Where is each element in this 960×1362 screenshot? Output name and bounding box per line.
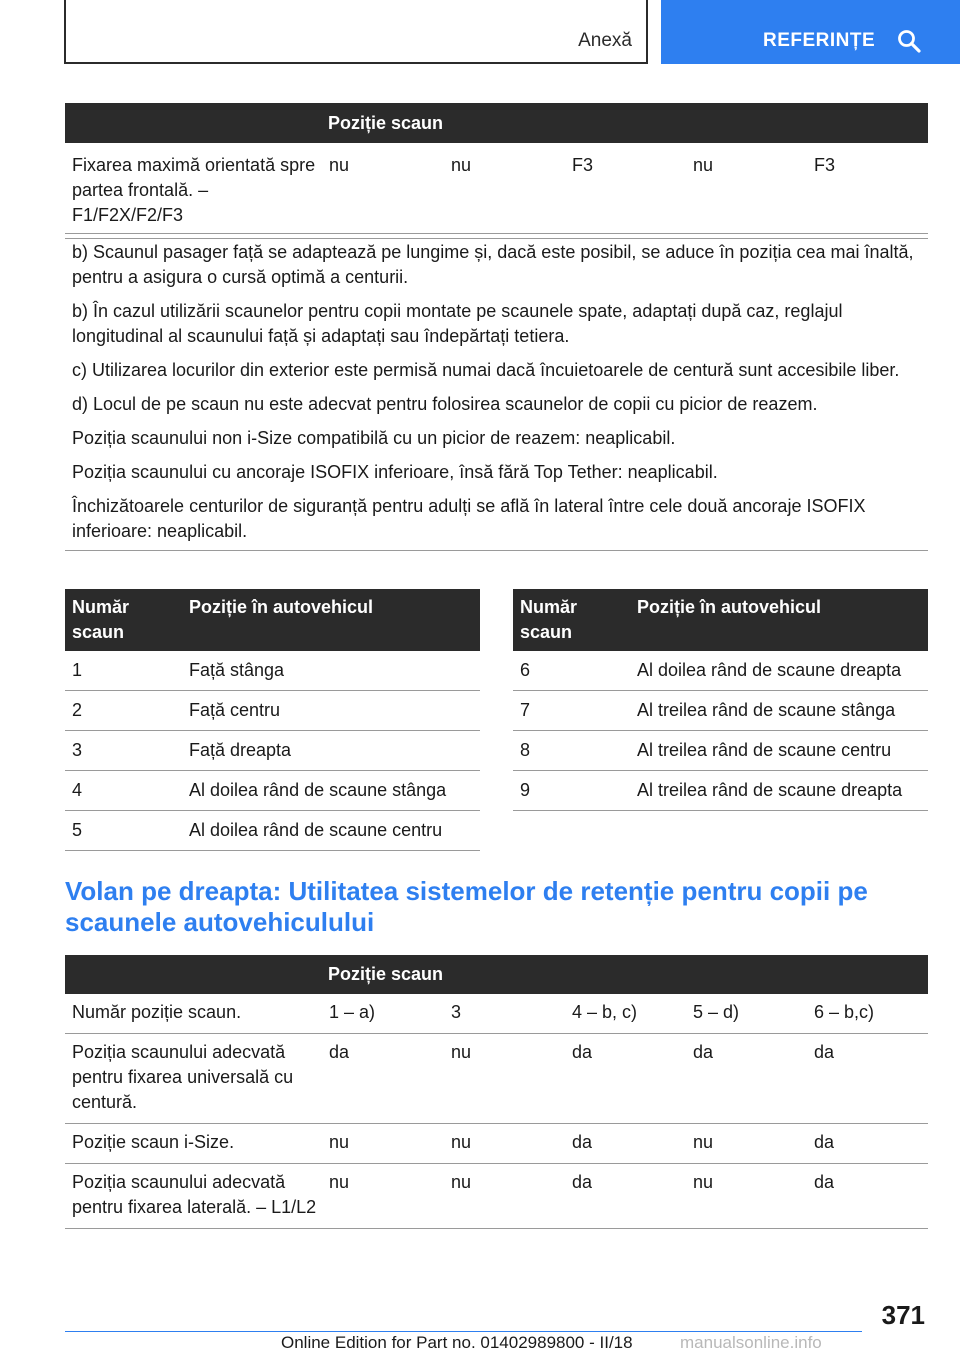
seat-position: Al doilea rând de scaune centru (182, 811, 480, 851)
table-row (65, 994, 928, 1034)
footnote: c) Utilizarea locurilor din exterior este permisă numai dacă încuietoarele de centură sunt accesibile liber. (72, 360, 900, 380)
footer-edition: Online Edition for Part no. 01402989800 - II/18 (281, 1333, 633, 1352)
table-row (513, 651, 928, 691)
footnote: b) Scaunul pasager față se adaptează pe lungime și, dacă este posibil, se aduce în poziția cea mai înaltă, pentru a asigura o cursă optimă a centurii. (72, 242, 914, 287)
table-row (65, 691, 480, 731)
seat-number: 1 (65, 651, 182, 691)
table-row (65, 731, 480, 771)
footnote: Închizătoarele centurilor de siguranță pentru adulți se află în lateral între cele două ancoraje ISOFIX inferioare: neaplicabil. (72, 496, 866, 541)
table-row (65, 811, 480, 851)
table-row (65, 1124, 928, 1164)
seat-number: 8 (513, 731, 630, 771)
table-row (513, 731, 928, 771)
table-cell: 5 – d) (686, 994, 807, 1034)
table-header-row (65, 103, 928, 143)
footnote: b) În cazul utilizării scaunelor pentru copii montate pe scaunele spate, adaptați după caz, reglajul longitudinal al scaunului față și adaptați sau îndepărtați tetiera. (72, 301, 843, 346)
footer-watermark: manualsonline.info (680, 1333, 822, 1352)
table-cell: da (807, 1034, 928, 1124)
seat-position-table-continued (65, 103, 928, 239)
rhd-seat-position-table (65, 955, 928, 1229)
table-footnotes (65, 233, 928, 551)
table-cell: nu (444, 1164, 565, 1229)
seat-number: 5 (65, 811, 182, 851)
table-cell: nu (444, 1034, 565, 1124)
table-row (65, 1034, 928, 1124)
table-header-row (513, 589, 928, 651)
table-row (65, 771, 480, 811)
table-cell: F3 (565, 143, 686, 239)
table-cell: da (686, 1034, 807, 1124)
seat-number: 4 (65, 771, 182, 811)
table-cell: da (807, 1164, 928, 1229)
seat-number-table-left (65, 589, 480, 851)
table-cell: da (807, 1124, 928, 1164)
table-header-row (65, 955, 928, 994)
table-cell: nu (444, 1124, 565, 1164)
col-header-number: Număr scaun (513, 589, 630, 651)
seat-position: Al doilea rând de scaune dreapta (630, 651, 928, 691)
section-title: Volan pe dreapta: Utilitatea sistemelor de retenție pentru copii pe scaunele autovehiculului (65, 876, 868, 937)
row-label: Poziția scaunului adecvată pentru fixarea laterală. – L1/L2 (65, 1164, 322, 1229)
table-cell: F3 (807, 143, 928, 239)
seat-number: 7 (513, 691, 630, 731)
search-icon[interactable] (897, 29, 921, 53)
col-header-position: Poziție în autovehicul (182, 589, 480, 651)
page-number: 371 (881, 1300, 925, 1330)
table-cell: nu (322, 143, 444, 239)
footnote: d) Locul de pe scaun nu este adecvat pentru folosirea scaunelor de copii cu picior de reazem. (72, 394, 818, 414)
row-label: Fixarea maximă orientată spre partea frontală. – F1/F2X/F2/F3 (65, 143, 322, 239)
row-label: Poziție scaun i-Size. (65, 1124, 322, 1164)
header-section-box (64, 0, 648, 64)
seat-number: 3 (65, 731, 182, 771)
table-cell: nu (686, 143, 807, 239)
header-chapter-tab[interactable] (661, 0, 960, 64)
col-header-number: Număr scaun (65, 589, 182, 651)
seat-position: Al treilea rând de scaune centru (630, 731, 928, 771)
table-row (513, 771, 928, 811)
header-section-label: Anexă (578, 30, 632, 51)
footnote: Poziția scaunului non i-Size compatibilă cu un picior de reazem: neaplicabil. (72, 428, 676, 448)
footer-divider (65, 1331, 862, 1332)
table-cell: nu (686, 1124, 807, 1164)
table-cell: da (565, 1124, 686, 1164)
col-header-position: Poziție în autovehicul (630, 589, 928, 651)
row-label: Număr poziție scaun. (65, 994, 322, 1034)
seat-number: 9 (513, 771, 630, 811)
table-cell: 1 – a) (322, 994, 444, 1034)
table-cell: nu (444, 143, 565, 239)
table-header-row (65, 589, 480, 651)
table-cell: nu (686, 1164, 807, 1229)
seat-position-header: Poziție scaun (65, 955, 928, 994)
table-cell: da (565, 1034, 686, 1124)
footnote: Poziția scaunului cu ancoraje ISOFIX inferioare, însă fără Top Tether: neaplicabil. (72, 462, 718, 482)
seat-position: Față centru (182, 691, 480, 731)
table-row (65, 143, 928, 239)
seat-position: Al treilea rând de scaune dreapta (630, 771, 928, 811)
header-chapter-label: REFERINȚE (763, 30, 876, 51)
table-cell: 4 – b, c) (565, 994, 686, 1034)
table-cell: nu (322, 1164, 444, 1229)
seat-position-header: Poziție scaun (65, 103, 928, 143)
seat-number: 2 (65, 691, 182, 731)
table-cell: nu (322, 1124, 444, 1164)
table-cell: 3 (444, 994, 565, 1034)
table-row (65, 1164, 928, 1229)
seat-position: Al treilea rând de scaune stânga (630, 691, 928, 731)
table-cell: 6 – b,c) (807, 994, 928, 1034)
table-cell: da (565, 1164, 686, 1229)
table-cell: da (322, 1034, 444, 1124)
seat-number-table-right (513, 589, 928, 811)
table-row (65, 651, 480, 691)
seat-position: Față dreapta (182, 731, 480, 771)
seat-number: 6 (513, 651, 630, 691)
seat-position: Al doilea rând de scaune stânga (182, 771, 480, 811)
seat-position: Față stânga (182, 651, 480, 691)
row-label: Poziția scaunului adecvată pentru fixarea universală cu centură. (65, 1034, 322, 1124)
table-row (513, 691, 928, 731)
